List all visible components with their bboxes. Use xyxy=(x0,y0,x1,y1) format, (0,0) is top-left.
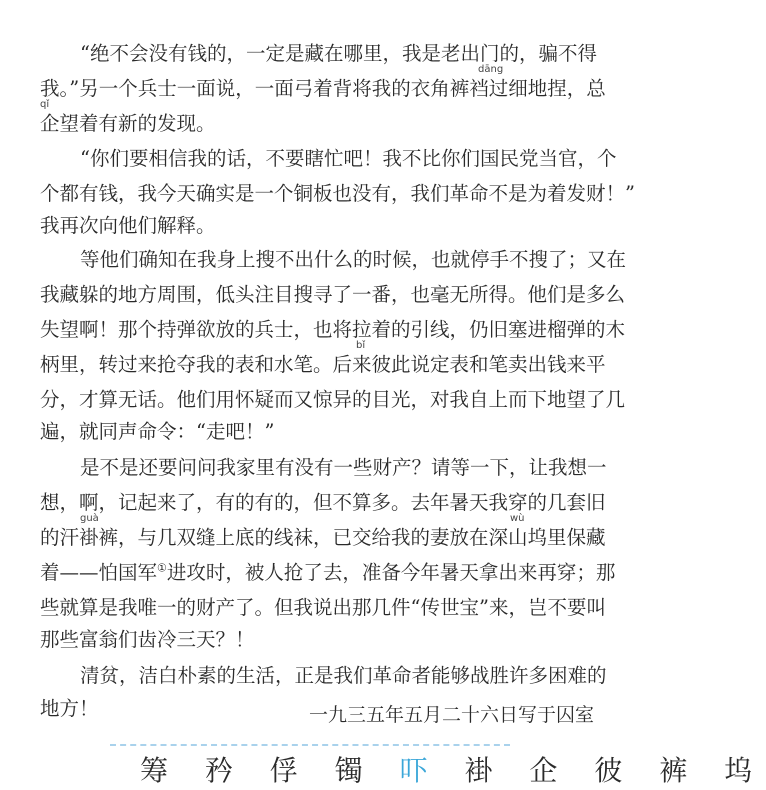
text-fragment: 进攻时，被人抢了去，准备今年暑天拿出来再穿；那 xyxy=(166,561,616,584)
text-line: 我再次向他们解释。 xyxy=(40,214,216,237)
text-line: 柄里，转过来抢夺我的表和水笔。后来彼此说定表和笔卖出钱来平 xyxy=(40,353,606,376)
text-line: 的汗褂裤，与几双缝上底的线袜，已交给我的妻放在深山坞里保藏 xyxy=(40,526,606,549)
text-line: 那些富翁们齿冷三天？！ xyxy=(40,628,255,651)
pinyin-annotation: bǐ xyxy=(356,340,366,351)
footnote-marker[interactable]: ① xyxy=(157,561,167,575)
vocab-chars: 褂 企 彼 裤 坞 xyxy=(441,754,766,787)
pinyin-annotation: qǐ xyxy=(40,99,50,110)
text-line: 我。”另一个兵士一面说，一面弓着背将我的衣角裤裆过细地捏，总 xyxy=(40,77,606,100)
pinyin-annotation: guà xyxy=(80,513,99,524)
text-line: 等他们确知在我身上搜不出什么的时候，也就停手不搜了；又在 xyxy=(80,248,627,271)
text-line: 些就算是我唯一的财产了。但我说出那几件“传世宝”来，岂不要叫 xyxy=(40,596,606,619)
divider-line xyxy=(110,744,510,746)
text-line: 地方！ xyxy=(40,697,99,720)
text-line: 遍，就同声命令：“走吧！” xyxy=(40,420,275,443)
text-line: 企望着有新的发现。 xyxy=(40,112,216,135)
text-line: “绝不会没有钱的，一定是藏在哪里，我是老出门的，骗不得 xyxy=(80,42,597,65)
vocab-chars: 筹 矜 俘 镯 xyxy=(140,754,400,787)
text-line: 分，才算无话。他们用怀疑而又惊异的目光，对我自上而下地望了几 xyxy=(40,388,626,411)
text-fragment: 着——怕国军 xyxy=(40,561,158,584)
signature-date: 一九三五年五月二十六日写于囚室 xyxy=(308,704,594,726)
pinyin-annotation: dāng xyxy=(478,64,504,75)
text-line: 失望啊！那个持弹欲放的兵士，也将拉着的引线，仍旧塞进榴弹的木 xyxy=(40,318,626,341)
text-line: 我藏躲的地方周围，低头注目搜寻了一番，也毫无所得。他们是多么 xyxy=(40,283,626,306)
text-line: “你们要相信我的话，不要瞎忙吧！我不比你们国民党当官，个 xyxy=(80,147,617,170)
vocab-char-highlighted: 吓 xyxy=(399,754,442,787)
text-line: 是不是还要问问我家里有没有一些财产？请等一下，让我想一 xyxy=(80,456,607,479)
text-line: 想，啊，记起来了，有的有的，但不算多。去年暑天我穿的几套旧 xyxy=(40,491,606,514)
pinyin-annotation: wù xyxy=(510,513,525,524)
vocabulary-characters xyxy=(140,756,766,786)
text-line: 清贫，洁白朴素的生活，正是我们革命者能够战胜许多困难的 xyxy=(80,664,607,687)
text-line xyxy=(40,561,615,585)
text-line: 个都有钱，我今天确实是一个铜板也没有，我们革命不是为着发财！” xyxy=(40,182,635,205)
